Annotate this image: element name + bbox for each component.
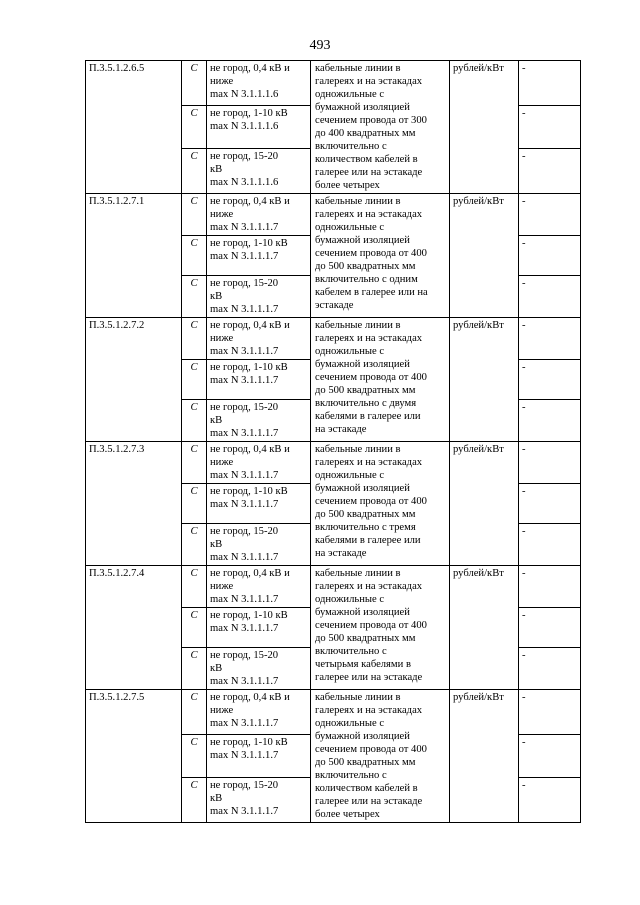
condition-cell: не город, 1-10 кВ max N 3.1.1.1.7 — [207, 735, 311, 778]
value-cell: - — [519, 360, 581, 400]
item-code: П.3.5.1.2.7.5 — [86, 690, 182, 823]
value-cell: - — [519, 608, 581, 648]
value-cell: - — [519, 236, 581, 276]
category-letter: С — [182, 276, 207, 318]
condition-cell: не город, 15-20 кВ max N 3.1.1.1.7 — [207, 400, 311, 442]
category-letter: С — [182, 524, 207, 566]
category-letter: С — [182, 194, 207, 236]
category-letter: С — [182, 648, 207, 690]
condition-cell: не город, 0,4 кВ и ниже max N 3.1.1.1.7 — [207, 194, 311, 236]
category-letter: С — [182, 360, 207, 400]
condition-cell: не город, 15-20 кВ max N 3.1.1.1.7 — [207, 777, 311, 822]
unit-cell: рублей/кВт — [450, 194, 519, 318]
value-cell: - — [519, 400, 581, 442]
value-cell: - — [519, 524, 581, 566]
unit-cell: рублей/кВт — [450, 690, 519, 823]
item-code: П.3.5.1.2.6.5 — [86, 61, 182, 194]
condition-cell: не город, 0,4 кВ и ниже max N 3.1.1.1.6 — [207, 61, 311, 106]
value-cell: - — [519, 648, 581, 690]
condition-cell: не город, 0,4 кВ и ниже max N 3.1.1.1.7 — [207, 442, 311, 484]
description-cell: кабельные линии в галереях и на эстакадах одножильные с бумажной изоляцией сечением провода от 400 до 500 квадратных мм включительно с двумя кабелями в галерее или на эстакаде — [311, 318, 450, 442]
item-code: П.3.5.1.2.7.3 — [86, 442, 182, 566]
table-row — [86, 442, 581, 484]
description-cell: кабельные линии в галереях и на эстакадах одножильные с бумажной изоляцией сечением провода от 300 до 400 квадратных мм включительно с количеством кабелей в галерее или на эстакаде более четырех — [311, 61, 450, 194]
category-letter: С — [182, 61, 207, 106]
description-cell: кабельные линии в галереях и на эстакадах одножильные с бумажной изоляцией сечением провода от 400 до 500 квадратных мм включительно с одним кабелем в галерее или на эстакаде — [311, 194, 450, 318]
condition-cell: не город, 15-20 кВ max N 3.1.1.1.7 — [207, 524, 311, 566]
value-cell: - — [519, 276, 581, 318]
category-letter: С — [182, 442, 207, 484]
category-letter: С — [182, 484, 207, 524]
category-letter: С — [182, 777, 207, 822]
unit-cell: рублей/кВт — [450, 566, 519, 690]
condition-cell: не город, 0,4 кВ и ниже max N 3.1.1.1.7 — [207, 566, 311, 608]
condition-cell: не город, 1-10 кВ max N 3.1.1.1.7 — [207, 608, 311, 648]
category-letter: С — [182, 106, 207, 149]
table-row — [86, 194, 581, 236]
condition-cell: не город, 0,4 кВ и ниже max N 3.1.1.1.7 — [207, 690, 311, 735]
condition-cell: не город, 15-20 кВ max N 3.1.1.1.7 — [207, 276, 311, 318]
condition-cell: не город, 15-20 кВ max N 3.1.1.1.7 — [207, 648, 311, 690]
value-cell: - — [519, 442, 581, 484]
category-letter: С — [182, 735, 207, 778]
table-row — [86, 690, 581, 735]
description-cell: кабельные линии в галереях и на эстакадах одножильные с бумажной изоляцией сечением провода от 400 до 500 квадратных мм включительно с четырьмя кабелями в галерее или на эстакаде — [311, 566, 450, 690]
table-row — [86, 61, 581, 106]
table-row — [86, 318, 581, 360]
value-cell: - — [519, 148, 581, 193]
category-letter: С — [182, 148, 207, 193]
condition-cell: не город, 1-10 кВ max N 3.1.1.1.7 — [207, 236, 311, 276]
condition-cell: не город, 1-10 кВ max N 3.1.1.1.7 — [207, 484, 311, 524]
condition-cell: не город, 15-20 кВ max N 3.1.1.1.6 — [207, 148, 311, 193]
condition-cell: не город, 1-10 кВ max N 3.1.1.1.7 — [207, 360, 311, 400]
value-cell: - — [519, 61, 581, 106]
category-letter: С — [182, 690, 207, 735]
value-cell: - — [519, 735, 581, 778]
table-body — [86, 61, 581, 823]
category-letter: С — [182, 236, 207, 276]
value-cell: - — [519, 777, 581, 822]
description-cell: кабельные линии в галереях и на эстакадах одножильные с бумажной изоляцией сечением провода от 400 до 500 квадратных мм включительно с тремя кабелями в галерее или на эстакаде — [311, 442, 450, 566]
value-cell: - — [519, 194, 581, 236]
category-letter: С — [182, 566, 207, 608]
table-row — [86, 566, 581, 608]
category-letter: С — [182, 400, 207, 442]
value-cell: - — [519, 566, 581, 608]
unit-cell: рублей/кВт — [450, 318, 519, 442]
tariff-table — [85, 60, 581, 823]
description-cell: кабельные линии в галереях и на эстакадах одножильные с бумажной изоляцией сечением провода от 400 до 500 квадратных мм включительно с количеством кабелей в галерее или на эстакаде более четырех — [311, 690, 450, 823]
unit-cell: рублей/кВт — [450, 442, 519, 566]
unit-cell: рублей/кВт — [450, 61, 519, 194]
value-cell: - — [519, 484, 581, 524]
category-letter: С — [182, 318, 207, 360]
item-code: П.3.5.1.2.7.1 — [86, 194, 182, 318]
page-number: 493 — [309, 38, 331, 53]
condition-cell: не город, 0,4 кВ и ниже max N 3.1.1.1.7 — [207, 318, 311, 360]
item-code: П.3.5.1.2.7.2 — [86, 318, 182, 442]
item-code: П.3.5.1.2.7.4 — [86, 566, 182, 690]
value-cell: - — [519, 690, 581, 735]
condition-cell: не город, 1-10 кВ max N 3.1.1.1.6 — [207, 106, 311, 149]
category-letter: С — [182, 608, 207, 648]
value-cell: - — [519, 106, 581, 149]
value-cell: - — [519, 318, 581, 360]
